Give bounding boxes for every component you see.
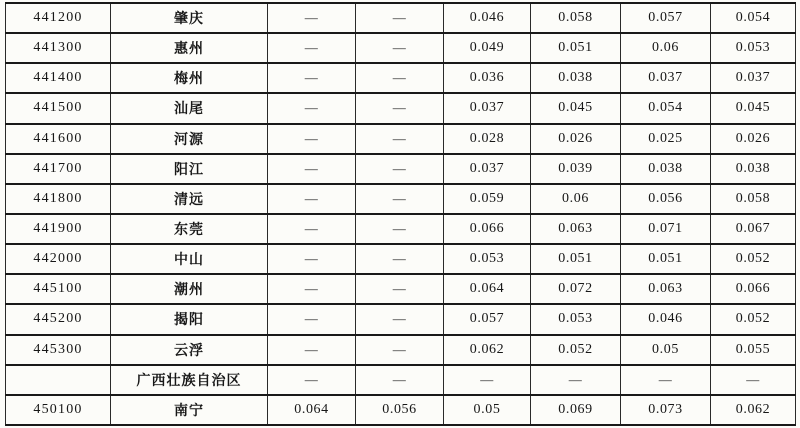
- value-cell: 0.054: [621, 93, 711, 123]
- value-cell: 0.038: [621, 154, 711, 184]
- region-code-cell: 450100: [6, 395, 111, 425]
- value-cell: 0.039: [531, 154, 621, 184]
- region-code-cell: 441300: [6, 33, 111, 63]
- region-code-cell: 442000: [6, 244, 111, 274]
- dash-cell: —: [356, 3, 444, 33]
- dash-cell: —: [531, 365, 621, 395]
- dash-cell: —: [356, 274, 444, 304]
- region-name-cell: 揭阳: [111, 304, 268, 334]
- value-cell: 0.062: [711, 395, 796, 425]
- region-name-cell: 河源: [111, 124, 268, 154]
- value-cell: 0.049: [444, 33, 531, 63]
- region-name-cell: 南宁: [111, 395, 268, 425]
- region-name-cell: 潮州: [111, 274, 268, 304]
- value-cell: 0.06: [531, 184, 621, 214]
- dash-cell: —: [268, 63, 356, 93]
- value-cell: 0.051: [621, 244, 711, 274]
- value-cell: 0.073: [621, 395, 711, 425]
- region-code-cell: 445300: [6, 335, 111, 365]
- dash-cell: —: [356, 154, 444, 184]
- region-code-cell: 445100: [6, 274, 111, 304]
- region-name-cell: 肇庆: [111, 3, 268, 33]
- value-cell: 0.06: [621, 33, 711, 63]
- table-row: [6, 184, 796, 214]
- value-cell: 0.037: [444, 154, 531, 184]
- value-cell: 0.072: [531, 274, 621, 304]
- region-name-cell: 东莞: [111, 214, 268, 244]
- region-code-cell: 441600: [6, 124, 111, 154]
- value-cell: 0.054: [711, 3, 796, 33]
- value-cell: 0.058: [711, 184, 796, 214]
- dash-cell: —: [444, 365, 531, 395]
- table-row: [6, 124, 796, 154]
- table-row: [6, 33, 796, 63]
- region-code-cell: 441500: [6, 93, 111, 123]
- region-name-cell: 梅州: [111, 63, 268, 93]
- value-cell: 0.052: [711, 244, 796, 274]
- value-cell: 0.057: [444, 304, 531, 334]
- dash-cell: —: [268, 274, 356, 304]
- table-row: [6, 365, 796, 395]
- value-cell: 0.053: [711, 33, 796, 63]
- table-row: [6, 244, 796, 274]
- value-cell: 0.055: [711, 335, 796, 365]
- region-name-cell: 汕尾: [111, 93, 268, 123]
- region-name-cell: 中山: [111, 244, 268, 274]
- value-cell: 0.071: [621, 214, 711, 244]
- dash-cell: —: [356, 335, 444, 365]
- value-cell: 0.037: [444, 93, 531, 123]
- dash-cell: —: [268, 124, 356, 154]
- value-cell: 0.045: [531, 93, 621, 123]
- table-row: [6, 214, 796, 244]
- region-name-cell: 云浮: [111, 335, 268, 365]
- region-code-cell: 441700: [6, 154, 111, 184]
- value-cell: 0.064: [268, 395, 356, 425]
- value-cell: 0.051: [531, 244, 621, 274]
- value-cell: 0.046: [621, 304, 711, 334]
- value-cell: 0.05: [444, 395, 531, 425]
- value-cell: 0.026: [531, 124, 621, 154]
- value-cell: 0.036: [444, 63, 531, 93]
- statistics-table: [5, 2, 796, 426]
- table-row: [6, 63, 796, 93]
- dash-cell: —: [268, 214, 356, 244]
- value-cell: 0.052: [711, 304, 796, 334]
- value-cell: 0.059: [444, 184, 531, 214]
- dash-cell: —: [356, 244, 444, 274]
- dash-cell: —: [356, 304, 444, 334]
- dash-cell: —: [268, 33, 356, 63]
- value-cell: 0.053: [444, 244, 531, 274]
- value-cell: 0.038: [531, 63, 621, 93]
- table-row: [6, 93, 796, 123]
- region-name-cell: 广西壮族自治区: [111, 365, 268, 395]
- region-name-cell: 阳江: [111, 154, 268, 184]
- value-cell: 0.051: [531, 33, 621, 63]
- region-code-cell: 441800: [6, 184, 111, 214]
- dash-cell: —: [711, 365, 796, 395]
- value-cell: 0.028: [444, 124, 531, 154]
- region-name-cell: 清远: [111, 184, 268, 214]
- table-row: [6, 335, 796, 365]
- value-cell: 0.05: [621, 335, 711, 365]
- dash-cell: —: [268, 3, 356, 33]
- dash-cell: —: [356, 124, 444, 154]
- value-cell: 0.056: [356, 395, 444, 425]
- value-cell: 0.025: [621, 124, 711, 154]
- dash-cell: —: [356, 214, 444, 244]
- value-cell: 0.045: [711, 93, 796, 123]
- value-cell: 0.026: [711, 124, 796, 154]
- value-cell: 0.046: [444, 3, 531, 33]
- dash-cell: —: [356, 63, 444, 93]
- dash-cell: —: [356, 93, 444, 123]
- dash-cell: —: [356, 33, 444, 63]
- value-cell: 0.063: [531, 214, 621, 244]
- region-name-cell: 惠州: [111, 33, 268, 63]
- region-code-cell: [6, 365, 111, 395]
- dash-cell: —: [268, 184, 356, 214]
- value-cell: 0.066: [711, 274, 796, 304]
- table-row: [6, 395, 796, 425]
- dash-cell: —: [268, 93, 356, 123]
- value-cell: 0.038: [711, 154, 796, 184]
- value-cell: 0.037: [621, 63, 711, 93]
- region-code-cell: 441400: [6, 63, 111, 93]
- value-cell: 0.069: [531, 395, 621, 425]
- table-row: [6, 274, 796, 304]
- value-cell: 0.063: [621, 274, 711, 304]
- value-cell: 0.062: [444, 335, 531, 365]
- value-cell: 0.064: [444, 274, 531, 304]
- value-cell: 0.052: [531, 335, 621, 365]
- table-row: [6, 3, 796, 33]
- dash-cell: —: [268, 365, 356, 395]
- table-row: [6, 304, 796, 334]
- region-code-cell: 445200: [6, 304, 111, 334]
- region-code-cell: 441200: [6, 3, 111, 33]
- region-code-cell: 441900: [6, 214, 111, 244]
- value-cell: 0.056: [621, 184, 711, 214]
- dash-cell: —: [268, 335, 356, 365]
- table-row: [6, 154, 796, 184]
- dash-cell: —: [621, 365, 711, 395]
- dash-cell: —: [356, 365, 444, 395]
- value-cell: 0.037: [711, 63, 796, 93]
- value-cell: 0.057: [621, 3, 711, 33]
- dash-cell: —: [268, 304, 356, 334]
- dash-cell: —: [268, 154, 356, 184]
- value-cell: 0.067: [711, 214, 796, 244]
- value-cell: 0.058: [531, 3, 621, 33]
- value-cell: 0.053: [531, 304, 621, 334]
- dash-cell: —: [356, 184, 444, 214]
- dash-cell: —: [268, 244, 356, 274]
- value-cell: 0.066: [444, 214, 531, 244]
